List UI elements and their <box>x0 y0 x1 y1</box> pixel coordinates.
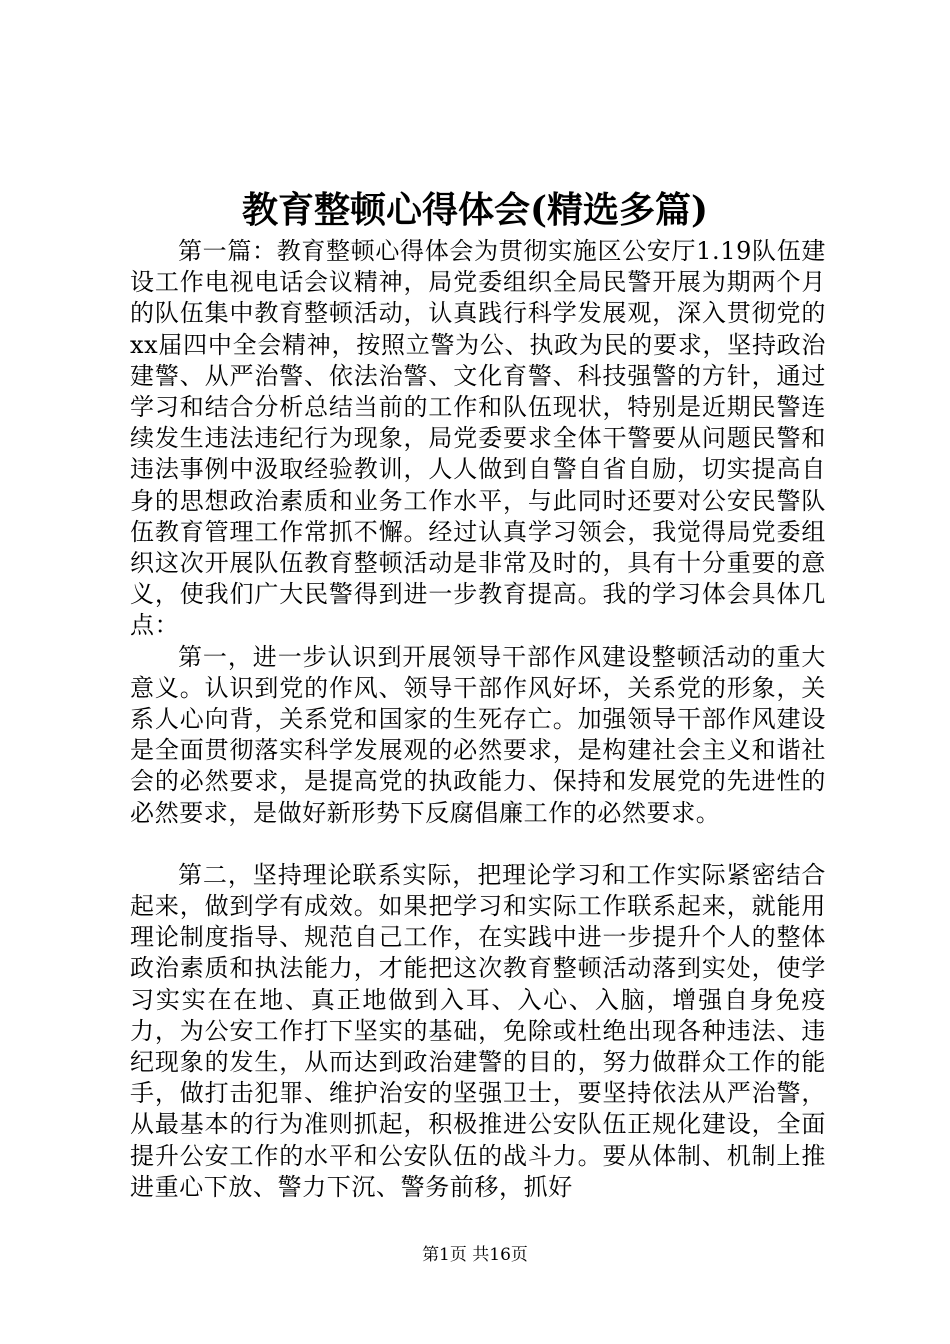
paragraph-2: 第一，进一步认识到开展领导干部作风建设整顿活动的重大意义。认识到党的作风、领导干部作风好坏，关系党的形象，关系人心向背，关系党和国家的生死存亡。加强领导干部作风建设是全面贯彻落实科学发展观的必然要求，是构建社会主义和谐社会的必然要求，是提高党的执政能力、保持和发展党的先进性的必然要求，是做好新形势下反腐倡廉工作的必然要求。 <box>130 642 826 827</box>
document-title: 教育整顿心得体会(精选多篇) <box>241 189 709 231</box>
document-body <box>130 236 826 1203</box>
paragraph-3: 第二，坚持理论联系实际，把理论学习和工作实际紧密结合起来，做到学有成效。如果把学习和实际工作联系起来，就能用理论制度指导、规范自己工作，在实践中进一步提升个人的整体政治素质和执法能力，才能把这次教育整顿活动落到实处，使学习实实在在地、真正地做到入耳、入心、入脑，增强自身免疫力，为公安工作打下坚实的基础，免除或杜绝出现各种违法、违纪现象的发生，从而达到政治建警的目的，努力做群众工作的能手，做打击犯罪、维护治安的坚强卫士，要坚持依法从严治警，从最基本的行为准则抓起，积极推进公安队伍正规化建设，全面提升公安工作的水平和公安队伍的战斗力。要从体制、机制上推进重心下放、警力下沉、警务前移，抓好 <box>130 860 826 1201</box>
paragraph-1: 第一篇：教育整顿心得体会为贯彻实施区公安厅1.19队伍建设工作电视电话会议精神，局党委组织全局民警开展为期两个月的队伍集中教育整顿活动，认真践行科学发展观，深入贯彻党的xx届四中全会精神，按照立警为公、执政为民的要求，坚持政治建警、从严治警、依法治警、文化育警、科技强警的方针，通过学习和结合分析总结当前的工作和队伍现状，特别是近期民警连续发生违法违纪行为现象，局党委要求全体干警要从问题民警和违法事例中汲取经验教训，人人做到自警自省自励，切实提高自身的思想政治素质和业务工作水平，与此同时还要对公安民警队伍教育管理工作常抓不懈。经过认真学习领会，我觉得局党委组织这次开展队伍教育整顿活动是非常及时的，具有十分重要的意义，使我们广大民警得到进一步教育提高。我的学习体会具体几点： <box>130 237 826 640</box>
page-footer: 第1页 共16页 <box>422 1245 528 1265</box>
